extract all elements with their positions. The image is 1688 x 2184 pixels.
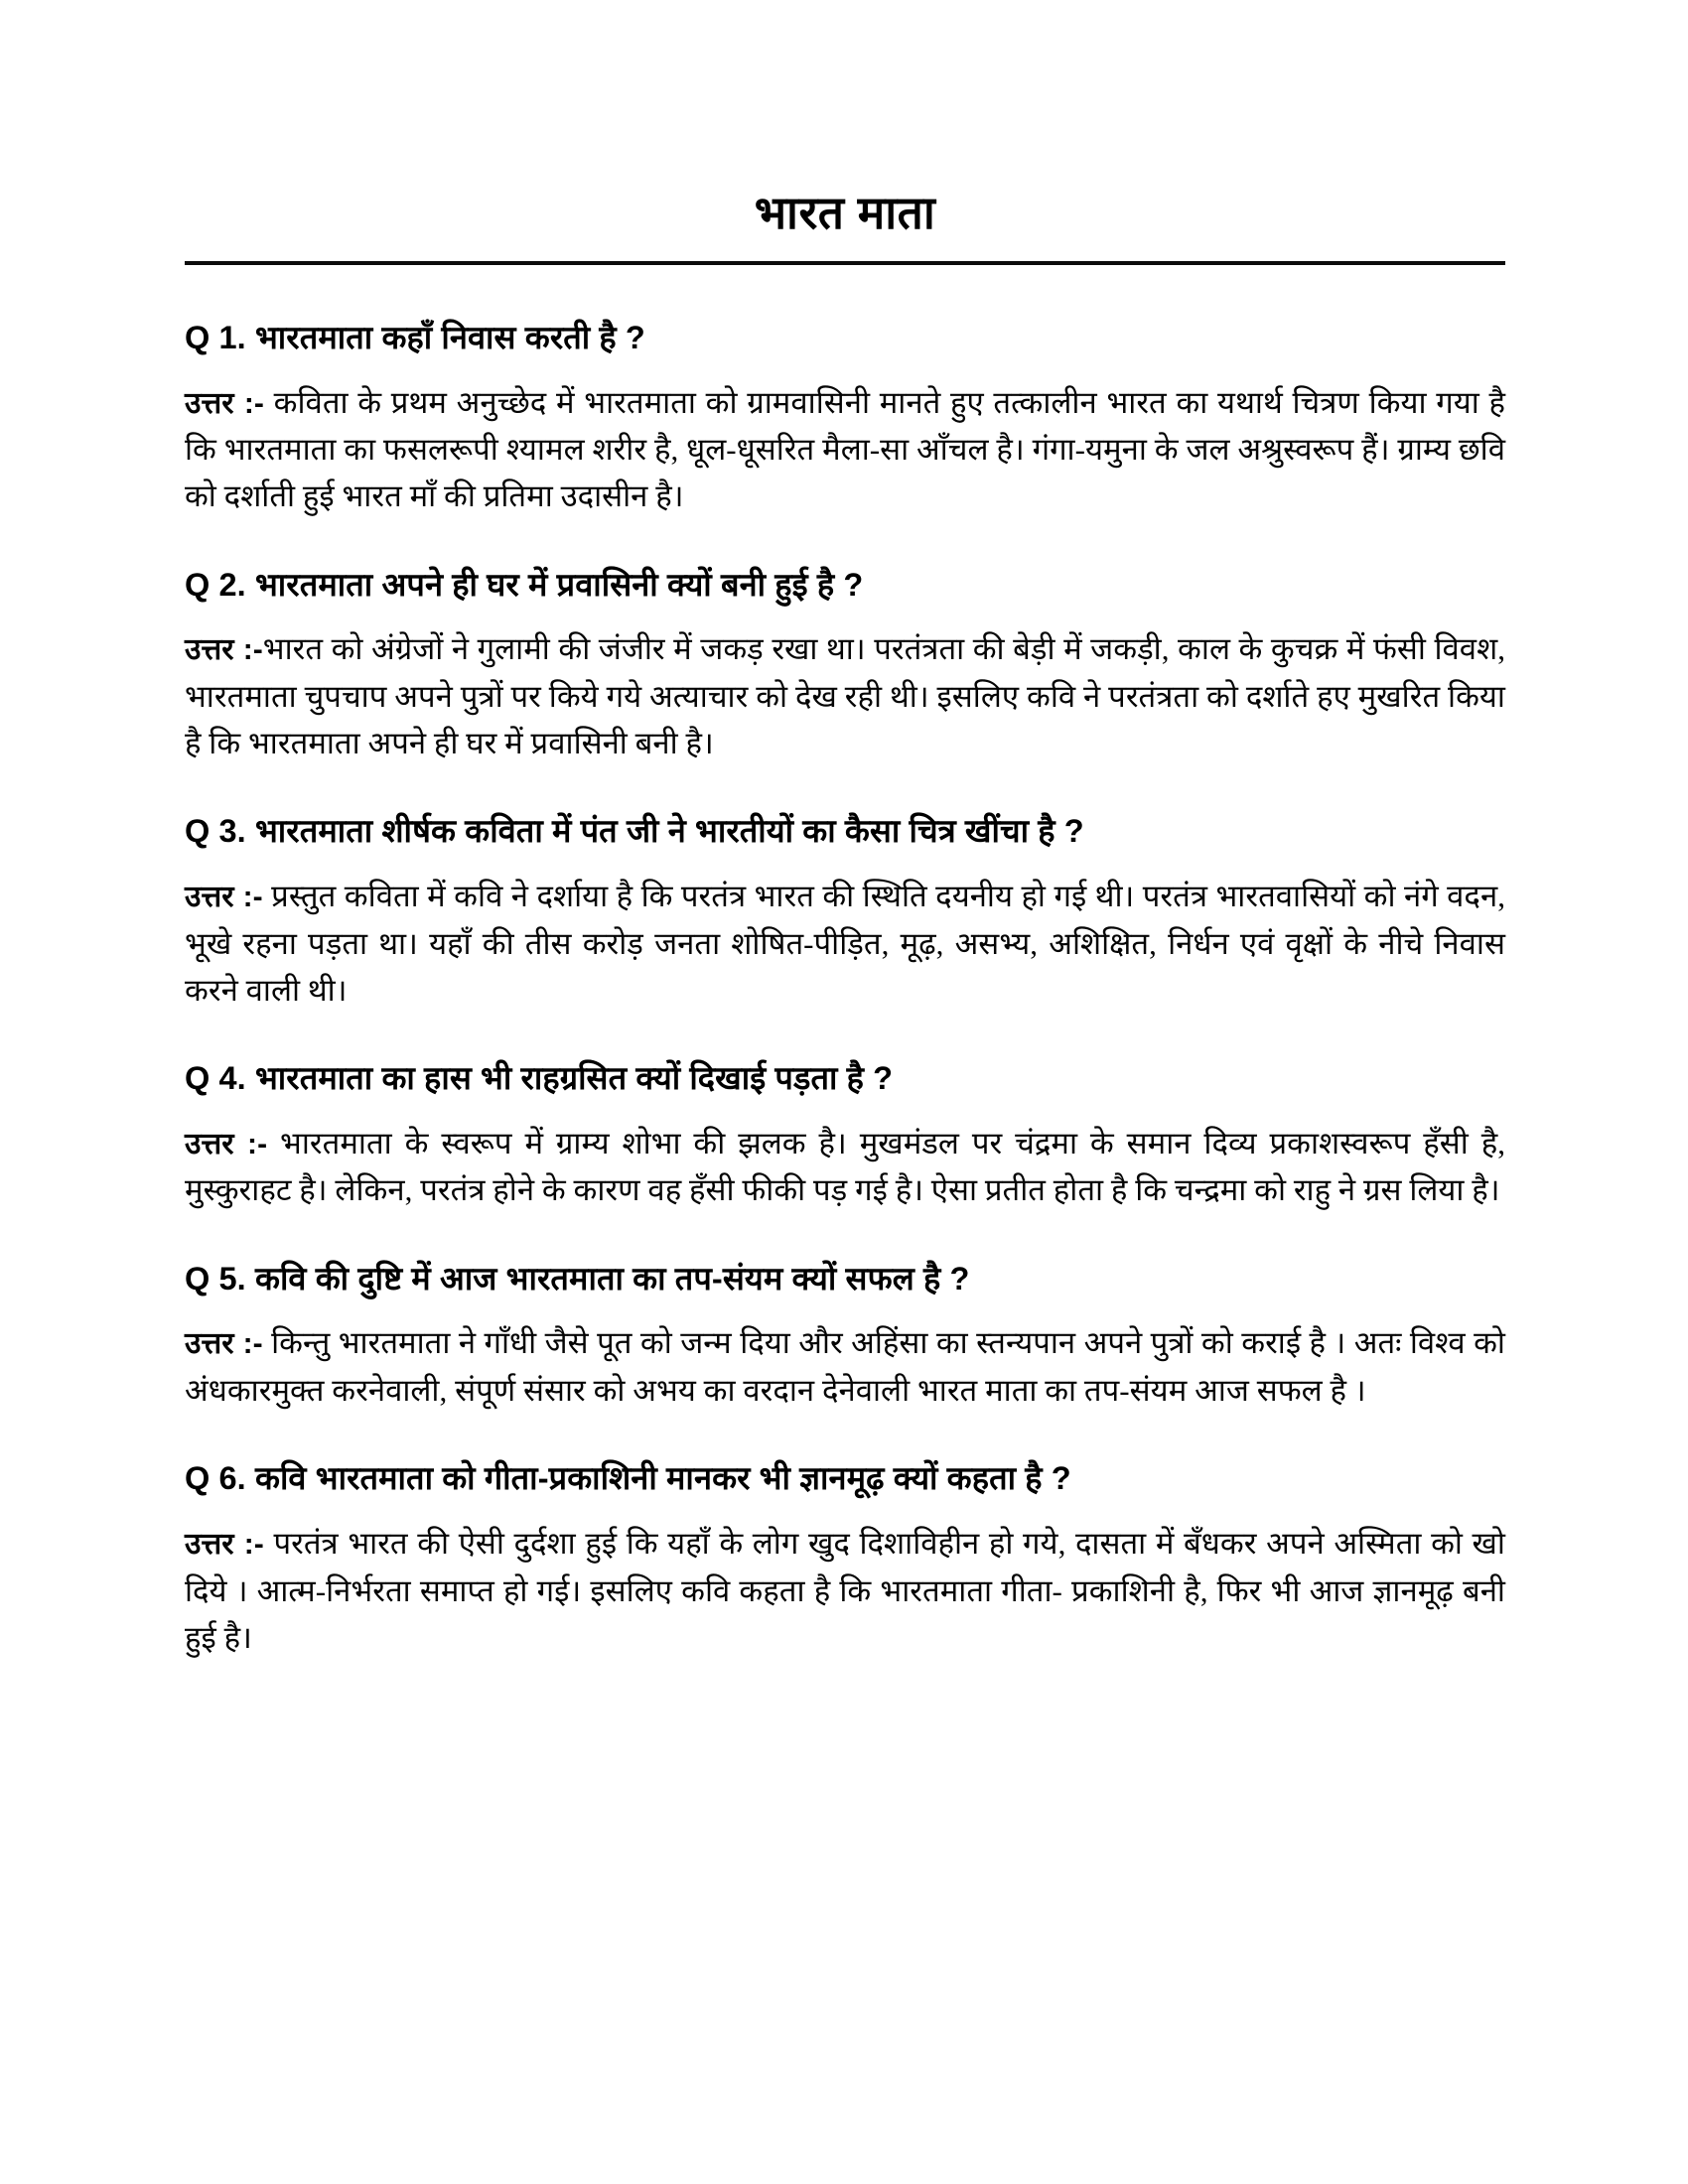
question-5: Q 5. कवि की दुष्टि में आज भारतमाता का तप-संयम क्यों सफल है ? bbox=[185, 1260, 970, 1297]
answer-label-6: उत्तर :- bbox=[185, 1528, 264, 1562]
answer-label-4: उत्तर :- bbox=[185, 1127, 268, 1160]
answer-text-1: कविता के प्रथम अनुच्छेद में भारतमाता को ग्रामवासिनी मानते हुए तत्कालीन भारत का यथार्थ चित्रण किया गया है कि भारतमाता का फसलरूपी श्यामल शरीर है, धूल-धूसरित मैला-सा आँचल है। गंगा-यमुना के जल अश्रुस्वरूप हैं। ग्राम्य छवि को दर्शाती हुई भारत माँ की प्रतिमा उदासीन है। bbox=[185, 384, 1505, 514]
answer-4 bbox=[185, 1120, 1505, 1214]
answer-text-5: किन्तु भारतमाता ने गाँधी जैसे पूत को जन्म दिया और अहिंसा का स्तन्यपान अपने पुत्रों को कराई है । अतः विश्व को अंधकारमुक्त करनेवाली, संपूर्ण संसार को अभय का वरदान देनेवाली भारत माता का तप-संयम आज सफल है । bbox=[185, 1325, 1505, 1409]
answer-5 bbox=[185, 1319, 1505, 1414]
qa-block-4 bbox=[185, 1057, 1505, 1214]
answer-1 bbox=[185, 379, 1505, 520]
answer-3 bbox=[185, 873, 1505, 1014]
answer-text-4: भारतमाता के स्वरूप में ग्राम्य शोभा की झलक है। मुखमंडल पर चंद्रमा के समान दिव्य प्रकाशस्वरूप हँसी है, मुस्कुराहट है। लेकिन, परतंत्र होने के कारण वह हँसी फीकी पड़ गई है। ऐसा प्रतीत होता है कि चन्द्रमा को राहु ने ग्रस लिया है। bbox=[185, 1125, 1506, 1208]
qa-block-5 bbox=[185, 1258, 1505, 1415]
title-divider bbox=[185, 261, 1505, 265]
answer-text-2: भारत को अंग्रेजों ने गुलामी की जंजीर में जकड़ रखा था। परतंत्रता की बेड़ी में जकड़ी, काल के कुचक्र में फंसी विवश, भारतमाता चुपचाप अपने पुत्रों पर किये गये अत्याचार को देख रही थी। इसलिए कवि ने परतंत्रता को दर्शाते हए मुखरित किया है कि भारतमाता अपने ही घर में प्रवासिनी बनी है। bbox=[185, 631, 1505, 761]
question-2: Q 2. भारतमाता अपने ही घर में प्रवासिनी क्यों बनी हुई है ? bbox=[185, 566, 864, 603]
answer-6 bbox=[185, 1520, 1505, 1661]
question-1: Q 1. भारतमाता कहाँ निवास करती है ? bbox=[185, 319, 645, 355]
qa-block-2 bbox=[185, 564, 1505, 767]
answer-text-3: प्रस्तुत कविता में कवि ने दर्शाया है कि परतंत्र भारत की स्थिति दयनीय हो गई थी। परतंत्र भारतवासियों को नंगे वदन, भूखे रहना पड़ता था। यहाँ की तीस करोड़ जनता शोषित-पीड़ित, मूढ़, असभ्य, अशिक्षित, निर्धन एवं वृक्षों के नीचे निवास करने वाली थी। bbox=[185, 879, 1505, 1008]
answer-label-2: उत्तर :- bbox=[185, 633, 263, 667]
question-3: Q 3. भारतमाता शीर्षक कविता में पंत जी ने भारतीयों का कैसा चित्र खींचा है ? bbox=[185, 813, 1084, 850]
question-6: Q 6. कवि भारतमाता को गीता-प्रकाशिनी मानकर भी ज्ञानमूढ़ क्यों कहता है ? bbox=[185, 1460, 1071, 1497]
qa-block-1 bbox=[185, 317, 1505, 520]
answer-label-3: उत्तर :- bbox=[185, 881, 263, 914]
question-4: Q 4. भारतमाता का हास भी राहग्रसित क्यों दिखाई पड़ता है ? bbox=[185, 1060, 894, 1096]
answer-label-5: उत्तर :- bbox=[185, 1327, 263, 1361]
qa-block-3 bbox=[185, 810, 1505, 1014]
answer-2 bbox=[185, 625, 1505, 766]
page-title: भारत माता bbox=[754, 187, 936, 238]
qa-block-6 bbox=[185, 1457, 1505, 1661]
answer-text-6: परतंत्र भारत की ऐसी दुर्दशा हुई कि यहाँ के लोग खुद दिशाविहीन हो गये, दासता में बँधकर अपने अस्मिता को खो दिये । आत्म-निर्भरता समाप्त हो गई। इसलिए कवि कहता है कि भारतमाता गीता- प्रकाशिनी है, फिर भी आज ज्ञानमूढ़ बनी हुई है। bbox=[185, 1526, 1505, 1655]
answer-label-1: उत्तर :- bbox=[185, 386, 264, 420]
document-content bbox=[185, 0, 1505, 1661]
